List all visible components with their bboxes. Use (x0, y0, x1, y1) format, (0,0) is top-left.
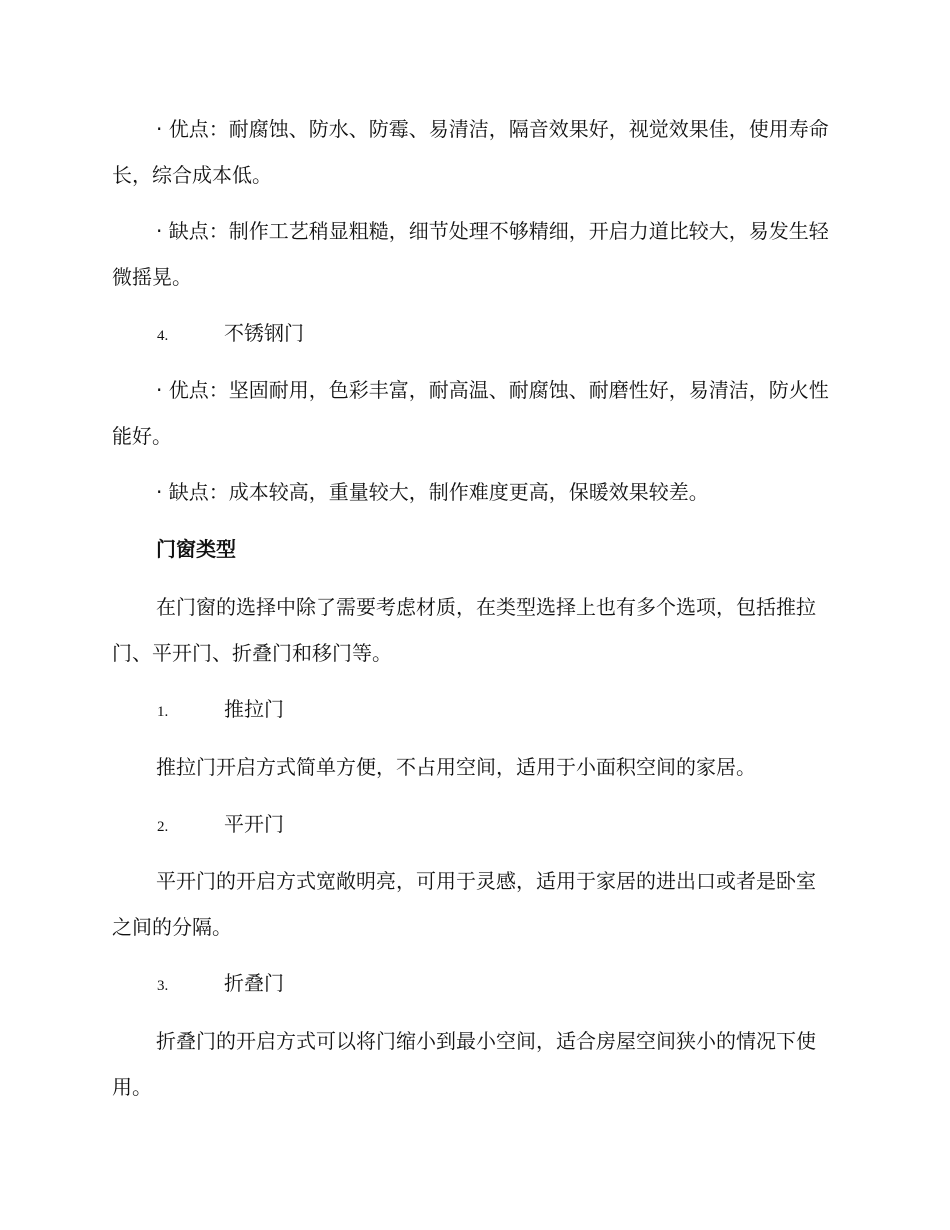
list-item-stainless-door (157, 310, 304, 359)
pros-paragraph-3: · 优点：耐腐蚀、防水、防霉、易清洁，隔音效果好，视觉效果佳，使用寿命长，综合成本低。 (112, 117, 829, 187)
pros-paragraph-4: · 优点：坚固耐用，色彩丰富，耐高温、耐腐蚀、耐磨性好，易清洁，防火性能好。 (112, 378, 829, 448)
list-item-title: 推拉门 (224, 697, 284, 721)
list-number: 2. (157, 819, 169, 835)
list-item-title: 折叠门 (224, 971, 284, 995)
list-number: 1. (157, 704, 169, 720)
intro-paragraph: 在门窗的选择中除了需要考虑材质，在类型选择上也有多个选项，包括推拉门、平开门、折叠门和移门等。 (112, 595, 816, 665)
casement-door-description: 平开门的开启方式宽敞明亮，可用于灵感，适用于家居的进出口或者是卧室之间的分隔。 (112, 869, 816, 939)
folding-door-description: 折叠门的开启方式可以将门缩小到最小空间，适合房屋空间狭小的情况下使用。 (112, 1029, 816, 1099)
list-number: 4. (157, 328, 169, 344)
cons-paragraph-4: · 缺点：成本较高，重量较大，制作难度更高，保暖效果较差。 (156, 480, 709, 504)
list-item-title: 平开门 (224, 812, 284, 836)
section-heading: 门窗类型 (156, 537, 236, 561)
list-item-sliding-door (157, 686, 284, 735)
list-item-folding-door (157, 960, 284, 1009)
cons-paragraph-3: · 缺点：制作工艺稍显粗糙，细节处理不够精细，开启力道比较大，易发生轻微摇晃。 (112, 219, 829, 289)
sliding-door-description: 推拉门开启方式简单方便，不占用空间，适用于小面积空间的家居。 (156, 755, 756, 779)
list-item-title: 不锈钢门 (224, 321, 304, 345)
list-item-casement-door (157, 801, 284, 850)
list-number: 3. (157, 978, 169, 994)
